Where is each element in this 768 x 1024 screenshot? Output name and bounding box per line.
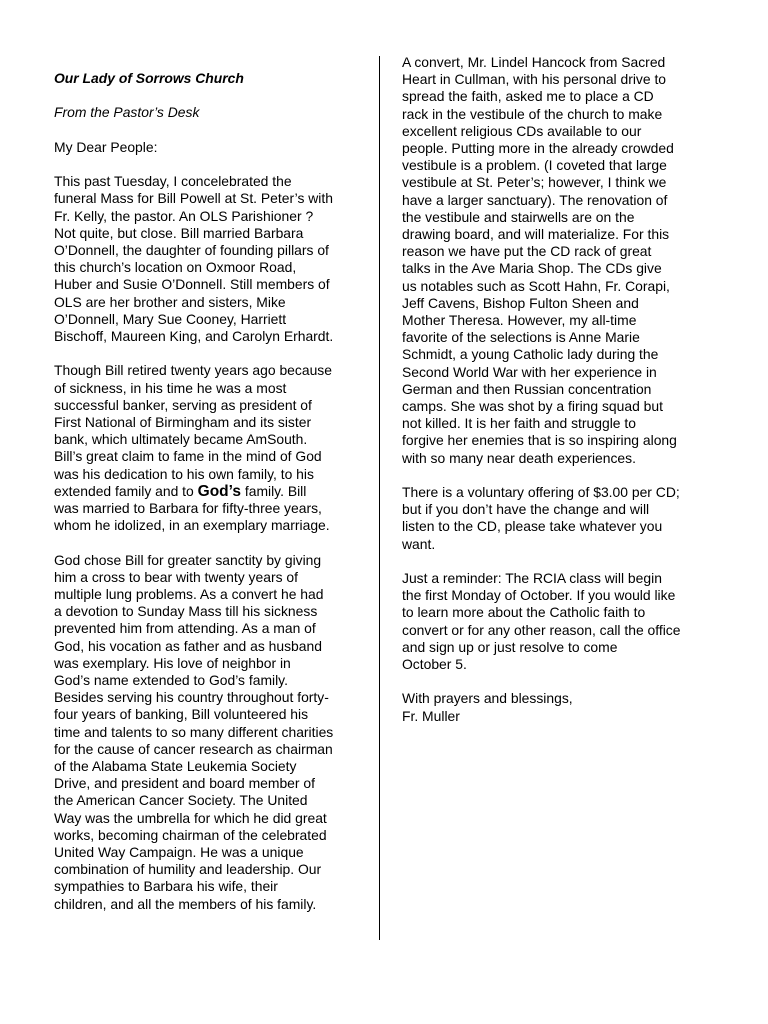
pastor-desk-subtitle: From the Pastor’s Desk bbox=[54, 104, 200, 121]
text-line: excellent religious CDs available to our bbox=[402, 122, 642, 139]
text-line: drawing board, and will materialize. For this bbox=[402, 226, 670, 243]
text-line: funeral Mass for Bill Powell at St. Peter’s with bbox=[54, 190, 333, 207]
text-line: Besides serving his country throughout forty- bbox=[54, 689, 329, 706]
text-line: sympathies to Barbara his wife, their bbox=[54, 878, 278, 895]
text-line: Jeff Cavens, Bishop Fulton Sheen and bbox=[402, 294, 639, 311]
text-line: O’Donnell, Mary Sue Cooney, Harriett bbox=[54, 310, 287, 327]
text-line: bank, which ultimately became AmSouth. bbox=[54, 431, 308, 448]
text-line: convert or for any other reason, call the office bbox=[402, 621, 681, 638]
text-line: but if you don’t have the change and will bbox=[402, 501, 650, 518]
spacer bbox=[402, 467, 714, 484]
text-line: whom he idolized, in an exemplary marriage. bbox=[54, 517, 330, 534]
text-line: the vestibule and stairwells are on the bbox=[402, 208, 635, 225]
text-line: to learn more about the Catholic faith to bbox=[402, 604, 646, 621]
left-paragraph-1 bbox=[54, 173, 372, 345]
greeting: My Dear People: bbox=[54, 138, 158, 155]
text-line: favorite of the selections is Anne Marie bbox=[402, 329, 640, 346]
text-line: There is a voluntary offering of $3.00 per CD; bbox=[402, 484, 680, 501]
text-line: United Way Campaign. He was a unique bbox=[54, 844, 304, 861]
text-line: spread the faith, asked me to place a CD bbox=[402, 88, 654, 105]
text-line: time and talents to so many different charities bbox=[54, 723, 334, 740]
text-line: A convert, Mr. Lindel Hancock from Sacred bbox=[402, 54, 666, 70]
text-line: Drive, and president and board member of bbox=[54, 775, 315, 792]
text-line: have a larger sanctuary). The renovation of bbox=[402, 191, 668, 208]
church-title: Our Lady of Sorrows Church bbox=[54, 70, 244, 86]
text-line: This past Tuesday, I concelebrated the bbox=[54, 173, 292, 190]
text-line: Huber and Susie O’Donnell. Still members of bbox=[54, 276, 330, 293]
right-paragraph-2 bbox=[402, 484, 714, 553]
text-line: Heart in Cullman, with his personal drive to bbox=[402, 71, 667, 88]
right-column bbox=[402, 54, 714, 725]
text-line: God’s name extended to God’s family. bbox=[54, 672, 288, 689]
left-paragraph-2-end bbox=[54, 500, 372, 534]
text-line: First National of Birmingham and its sister bbox=[54, 413, 312, 430]
text-line: a devotion to Sunday Mass till his sickness bbox=[54, 603, 318, 620]
text-line: with so many near death experiences. bbox=[402, 449, 636, 466]
text-line: Second World War with her experience in bbox=[402, 363, 657, 380]
right-paragraph-3 bbox=[402, 570, 714, 673]
text-line: children, and all the members of his family. bbox=[54, 895, 317, 912]
text-line: Way was the umbrella for which he did great bbox=[54, 809, 327, 826]
text-line: successful banker, serving as president of bbox=[54, 396, 312, 413]
spacer bbox=[402, 553, 714, 570]
spacer bbox=[402, 673, 714, 690]
text-line: of the Alabama State Leukemia Society bbox=[54, 758, 297, 775]
left-paragraph-2-start bbox=[54, 362, 372, 482]
text-line: multiple lung problems. As a convert he had bbox=[54, 586, 324, 602]
text-line: four years of banking, Bill volunteered his bbox=[54, 706, 309, 723]
text-line: was exemplary. His love of neighbor in bbox=[54, 654, 291, 671]
text-line: people. Putting more in the already crowded bbox=[402, 140, 674, 157]
text-line: works, becoming chairman of the celebrated bbox=[54, 826, 327, 843]
emphasis-word: God’s bbox=[197, 482, 241, 500]
text-line: want. bbox=[402, 535, 436, 552]
text-line: O’Donnell, the daughter of founding pillars of bbox=[54, 241, 329, 258]
spacer bbox=[54, 534, 372, 551]
text-line: was married to Barbara for fifty-three years, bbox=[54, 500, 322, 516]
emphasis-pre: extended family and to bbox=[54, 482, 198, 499]
text-line: the first Monday of October. If you would like bbox=[402, 587, 676, 604]
right-paragraph-1 bbox=[402, 54, 714, 467]
left-paragraph-2 bbox=[54, 362, 372, 534]
text-line: the American Cancer Society. The United bbox=[54, 792, 308, 809]
left-paragraph-3 bbox=[54, 552, 372, 913]
text-line: camps. She was shot by a firing squad but bbox=[402, 398, 663, 415]
text-line: vestibule at St. Peter’s; however, I think we bbox=[402, 174, 667, 191]
text-line: prevented him from attending. As a man of bbox=[54, 620, 316, 637]
text-line: for the cause of cancer research as chairman bbox=[54, 740, 333, 757]
text-line: Fr. Kelly, the pastor. An OLS Parishioner ? bbox=[54, 207, 314, 224]
text-line: us notables such as Scott Hahn, Fr. Corapi, bbox=[402, 277, 670, 294]
text-line: him a cross to bear with twenty years of bbox=[54, 568, 298, 585]
text-line: Bill’s great claim to fame in the mind of God bbox=[54, 448, 322, 465]
spacer bbox=[54, 87, 372, 104]
closing-line: With prayers and blessings, bbox=[402, 690, 573, 707]
text-line: combination of humility and leadership. Our bbox=[54, 861, 322, 878]
spacer bbox=[54, 345, 372, 362]
emphasis-line bbox=[54, 483, 372, 500]
text-line: and sign up or just resolve to come bbox=[402, 638, 618, 655]
signature: Fr. Muller bbox=[402, 707, 460, 724]
text-line: October 5. bbox=[402, 656, 467, 673]
text-line: Bischoff, Maureen King, and Carolyn Erhardt. bbox=[54, 327, 334, 344]
text-line: not killed. It is her faith and struggle to bbox=[402, 415, 636, 432]
emphasis-post: family. Bill bbox=[241, 482, 307, 499]
text-line: talks in the Ave Maria Shop. The CDs give bbox=[402, 260, 662, 277]
text-line: Not quite, but close. Bill married Barbara bbox=[54, 224, 304, 241]
text-line: God chose Bill for greater sanctity by giving bbox=[54, 551, 322, 568]
text-line: rack in the vestibule of the church to make bbox=[402, 105, 663, 122]
text-line: Mother Theresa. However, my all-time bbox=[402, 312, 637, 329]
text-line: God, his vocation as father and as husband bbox=[54, 637, 322, 654]
spacer bbox=[54, 122, 372, 139]
text-line: of sickness, in his time he was a most bbox=[54, 379, 287, 396]
text-line: Schmidt, a young Catholic lady during the bbox=[402, 346, 659, 363]
column-divider bbox=[379, 56, 380, 940]
spacer bbox=[54, 156, 372, 173]
text-line: listen to the CD, please take whatever you bbox=[402, 518, 663, 535]
text-line: forgive her enemies that is so inspiring along bbox=[402, 432, 677, 449]
text-line: was his dedication to his own family, to his bbox=[54, 465, 314, 482]
text-line: German and then Russian concentration bbox=[402, 380, 652, 397]
text-line: reason we have put the CD rack of great bbox=[402, 243, 652, 260]
text-line: Just a reminder: The RCIA class will begin bbox=[402, 570, 662, 587]
left-column bbox=[54, 70, 372, 913]
text-line: Though Bill retired twenty years ago because bbox=[54, 362, 332, 379]
text-line: this church’s location on Oxmoor Road, bbox=[54, 259, 297, 276]
text-line: OLS are her brother and sisters, Mike bbox=[54, 293, 286, 310]
text-line: vestibule is a problem. (I coveted that large bbox=[402, 157, 667, 174]
